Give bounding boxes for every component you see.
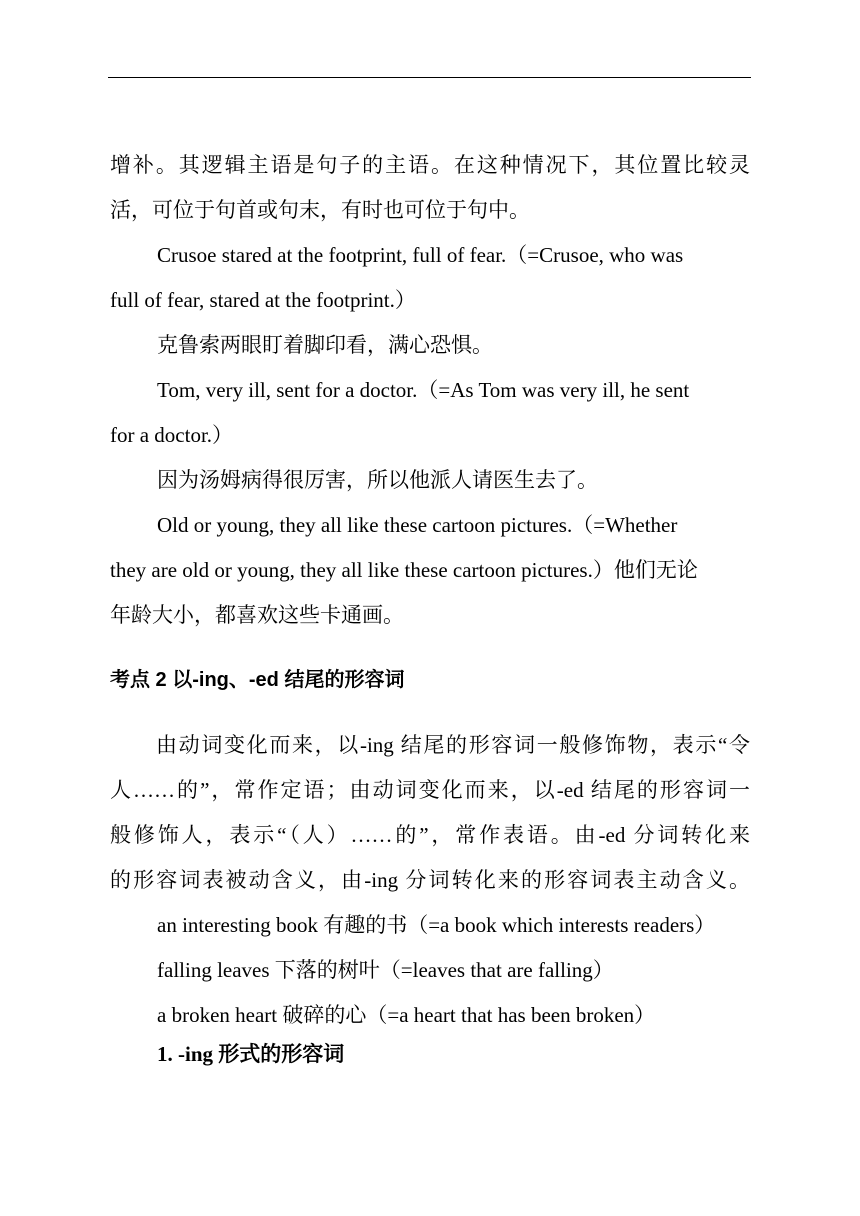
intro-line-1: 增补。其逻辑主语是句子的主语。在这种情况下，其位置比较灵 bbox=[110, 153, 750, 177]
example-1-english-line-2: full of fear, stared at the footprint.） bbox=[110, 288, 416, 312]
sample-falling-leaves: falling leaves 下落的树叶（=leaves that are falling） bbox=[157, 958, 614, 982]
section-heading: 考点 2 以-ing、-ed 结尾的形容词 bbox=[110, 669, 405, 691]
example-2-english-line-1: Tom, very ill, sent for a doctor.（=As Tom was very ill, he sent bbox=[157, 378, 690, 402]
subheading-ing-adjectives: 1. -ing 形式的形容词 bbox=[157, 1042, 345, 1066]
header-rule bbox=[108, 77, 751, 78]
intro-line-2: 活，可位于句首或句末，有时也可位于句中。 bbox=[110, 198, 530, 222]
example-1-translation: 克鲁索两眼盯着脚印看，满心恐惧。 bbox=[157, 333, 493, 357]
sample-broken-heart: a broken heart 破碎的心（=a heart that has been broken） bbox=[157, 1003, 656, 1027]
example-2-english-line-2: for a doctor.） bbox=[110, 423, 234, 447]
example-3-english-line-2: they are old or young, they all like these cartoon pictures.）他们无论 bbox=[110, 558, 698, 582]
example-3-english-line-1: Old or young, they all like these cartoon pictures.（=Whether bbox=[157, 513, 678, 537]
section-para-line-3: 般修饰人，表示“（人）……的”，常作表语。由-ed 分词转化来 bbox=[110, 823, 750, 847]
section-para-line-1: 由动词变化而来，以-ing 结尾的形容词一般修饰物，表示“令 bbox=[156, 733, 750, 757]
example-3-translation: 年龄大小，都喜欢这些卡通画。 bbox=[110, 603, 404, 627]
section-para-line-2: 人……的”，常作定语；由动词变化而来，以-ed 结尾的形容词一 bbox=[110, 778, 750, 802]
sample-interesting-book: an interesting book 有趣的书（=a book which interests readers） bbox=[157, 913, 716, 937]
example-1-english-line-1: Crusoe stared at the footprint, full of fear.（=Crusoe, who was bbox=[157, 243, 684, 267]
example-2-translation: 因为汤姆病得很厉害，所以他派人请医生去了。 bbox=[157, 468, 598, 492]
section-para-line-4: 的形容词表被动含义，由-ing 分词转化来的形容词表主动含义。 bbox=[110, 868, 750, 892]
